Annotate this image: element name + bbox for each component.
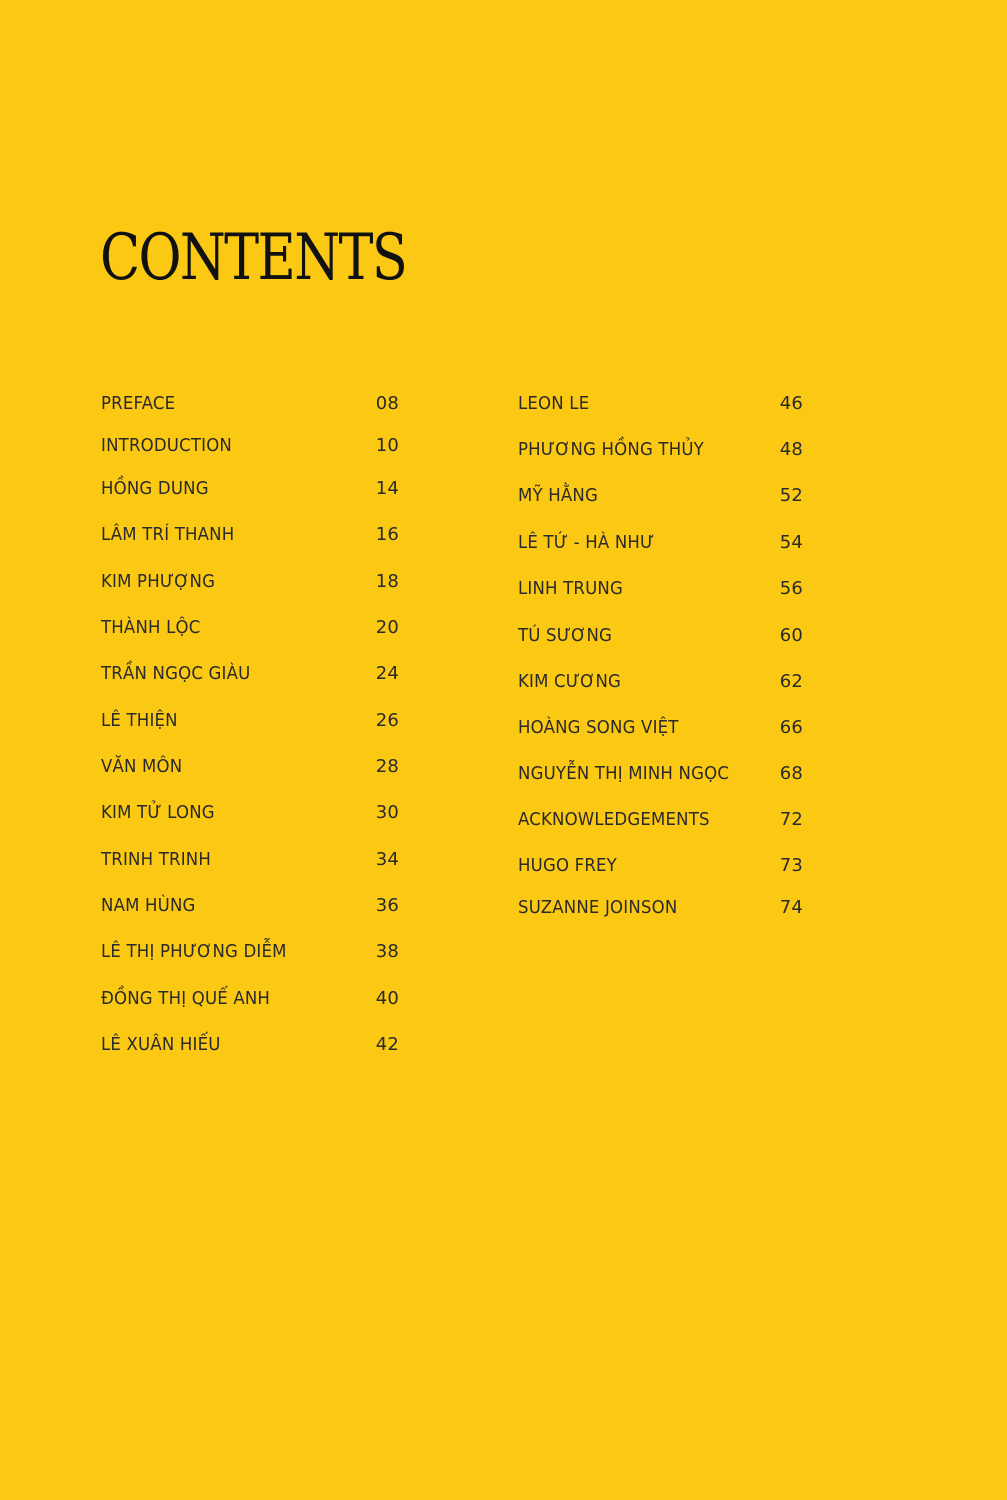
contents-entry-page-number: 56 — [779, 578, 803, 599]
contents-entry — [101, 662, 399, 686]
contents-entry-label: LÊ THỊ PHƯƠNG DIỄM — [101, 941, 287, 962]
contents-entry-label: THÀNH LỘC — [101, 617, 201, 638]
contents-entry-page-number: 26 — [375, 710, 399, 731]
contents-entry — [101, 848, 399, 872]
contents-entry — [518, 670, 803, 694]
contents-entry-label: ACKNOWLEDGEMENTS — [518, 809, 710, 830]
contents-entry — [518, 716, 803, 740]
contents-entry-label: KIM PHƯỢNG — [101, 571, 216, 592]
contents-entry-page-number: 20 — [375, 617, 399, 638]
contents-entry-label: HUGO FREY — [518, 855, 617, 876]
contents-entry-label: KIM CƯƠNG — [518, 671, 622, 692]
contents-entry-page-number: 34 — [375, 849, 399, 870]
contents-entry — [101, 801, 399, 825]
contents-entry-label: NAM HÙNG — [101, 895, 196, 916]
contents-entry-page-number: 72 — [779, 809, 803, 830]
contents-entry-label: TRINH TRINH — [101, 849, 211, 870]
contents-entry — [518, 484, 803, 508]
contents-entry — [518, 577, 803, 601]
contents-entry-label: SUZANNE JOINSON — [518, 897, 678, 918]
contents-entry — [518, 762, 803, 786]
contents-entry — [101, 894, 399, 918]
contents-entry — [101, 434, 399, 458]
contents-entry-page-number: 16 — [375, 524, 399, 545]
contents-entry-label: NGUYỄN THỊ MINH NGỌC — [518, 763, 730, 784]
contents-entry — [101, 570, 399, 594]
contents-entry-label: LEON LE — [518, 393, 590, 414]
contents-entry-page-number: 42 — [375, 1034, 399, 1055]
contents-entry-label: HỒNG DUNG — [101, 478, 209, 499]
contents-entry-page-number: 74 — [779, 897, 803, 918]
contents-entry-label: LÂM TRÍ THANH — [101, 524, 235, 545]
contents-entry — [101, 392, 399, 416]
contents-entry — [518, 624, 803, 648]
contents-entry-page-number: 36 — [375, 895, 399, 916]
contents-entry — [101, 709, 399, 733]
contents-entry — [101, 987, 399, 1011]
contents-entry-page-number: 52 — [779, 485, 803, 506]
contents-entry — [101, 1033, 399, 1057]
contents-entry — [101, 616, 399, 640]
contents-entry-label: LÊ THIỆN — [101, 710, 178, 731]
contents-entry-label: MỸ HẰNG — [518, 485, 598, 506]
contents-entry-page-number: 38 — [375, 941, 399, 962]
contents-entry — [518, 854, 803, 878]
contents-entry-label: TÚ SƯƠNG — [518, 625, 613, 646]
contents-entry — [518, 896, 803, 920]
contents-entry — [518, 808, 803, 832]
contents-entry-label: LINH TRUNG — [518, 578, 624, 599]
contents-entry-page-number: 68 — [779, 763, 803, 784]
contents-entry-label: PREFACE — [101, 393, 176, 414]
contents-entry-page-number: 30 — [375, 802, 399, 823]
contents-entry-page-number: 10 — [375, 435, 399, 456]
contents-entry — [101, 755, 399, 779]
contents-entry-page-number: 60 — [779, 625, 803, 646]
contents-entry-page-number: 08 — [375, 393, 399, 414]
contents-entry-label: PHƯƠNG HỒNG THỦY — [518, 439, 704, 460]
contents-entry-label: INTRODUCTION — [101, 435, 232, 456]
contents-entry-page-number: 28 — [375, 756, 399, 777]
contents-entry — [101, 940, 399, 964]
contents-entry — [101, 477, 399, 501]
contents-entry-page-number: 54 — [779, 532, 803, 553]
contents-entry — [518, 438, 803, 462]
contents-entry-page-number: 48 — [779, 439, 803, 460]
contents-entry-page-number: 73 — [779, 855, 803, 876]
contents-entry — [101, 523, 399, 547]
page-title: CONTENTS — [100, 221, 407, 295]
contents-entry-label: ĐỒNG THỊ QUẾ ANH — [101, 988, 271, 1009]
contents-entry-label: HOÀNG SONG VIỆT — [518, 717, 679, 738]
contents-entry-label: TRẦN NGỌC GIÀU — [101, 663, 251, 684]
contents-entry-page-number: 66 — [779, 717, 803, 738]
contents-entry-page-number: 40 — [375, 988, 399, 1009]
contents-entry-label: LÊ XUÂN HIẾU — [101, 1034, 221, 1055]
contents-entry-label: VĂN MÔN — [101, 756, 183, 777]
contents-entry-label: LÊ TỨ - HÀ NHƯ — [518, 532, 655, 553]
contents-entry-page-number: 46 — [779, 393, 803, 414]
contents-entry-page-number: 24 — [375, 663, 399, 684]
contents-entry — [518, 392, 803, 416]
contents-entry — [518, 531, 803, 555]
contents-entry-page-number: 14 — [375, 478, 399, 499]
contents-entry-page-number: 18 — [375, 571, 399, 592]
contents-entry-label: KIM TỬ LONG — [101, 802, 215, 823]
contents-entry-page-number: 62 — [779, 671, 803, 692]
